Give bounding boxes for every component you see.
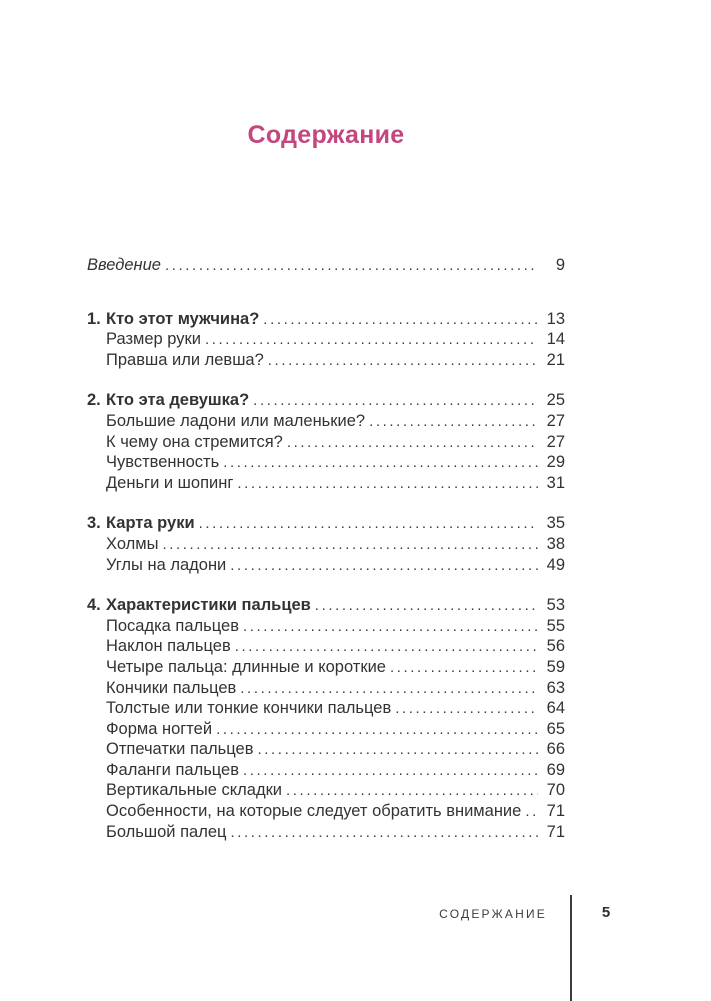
footer-section-label: СОДЕРЖАНИЕ: [439, 907, 547, 921]
toc-sub-entry: [87, 555, 565, 576]
toc-sub-entry: [87, 432, 565, 453]
toc-dot-leader: [315, 595, 538, 617]
toc-entry-number: 2.: [87, 391, 101, 410]
toc-entry-number: 1.: [87, 309, 101, 328]
toc-dot-leader: [390, 657, 538, 679]
toc-dot-leader: [253, 390, 538, 412]
toc-dot-leader: [216, 719, 538, 741]
toc-entry-page: 63: [546, 678, 565, 697]
toc-entry-label: К чему она стремится?: [106, 432, 283, 451]
toc-dot-leader: [243, 760, 538, 782]
toc-dot-leader: [199, 513, 538, 535]
toc-entry-label: Кто эта девушка?: [106, 391, 250, 410]
toc-entry-number: 3.: [87, 514, 101, 533]
toc-dot-leader: [258, 739, 539, 761]
toc-dot-leader: [230, 555, 538, 577]
toc-dot-leader: [240, 678, 538, 700]
toc-entry-label: Четыре пальца: длинные и короткие: [106, 657, 386, 676]
toc-section: [87, 309, 565, 371]
toc-entry-page: 69: [546, 760, 565, 779]
toc-chapter-entry: [87, 595, 565, 616]
toc-dot-leader: [237, 473, 538, 495]
toc-entry-label: Форма ногтей: [106, 719, 213, 738]
toc-entry-label: Введение: [87, 256, 161, 274]
page-title: Содержание: [247, 121, 405, 149]
toc-section: [87, 595, 565, 842]
toc-entry-page: 25: [546, 391, 565, 410]
toc-entry-label: Карта руки: [106, 514, 195, 533]
toc-entry-label: Посадка пальцев: [106, 616, 239, 635]
toc-sub-entry: [87, 473, 565, 494]
toc-entry-label: Наклон пальцев: [106, 637, 231, 656]
toc-sub-entry: [87, 350, 565, 371]
toc-dot-leader: [287, 432, 538, 454]
toc-entry-page: 64: [546, 699, 565, 718]
toc-entry-label: Кто этот мужчина?: [106, 309, 260, 328]
toc-dot-leader: [263, 309, 538, 331]
toc-sub-entry: [87, 739, 565, 760]
toc-entry-label: Вертикальные складки: [106, 781, 283, 800]
toc-entry-label: Кончики пальцев: [106, 678, 237, 697]
toc-sub-entry: [87, 534, 565, 555]
toc-section: [87, 390, 565, 493]
toc-entry-page: 49: [546, 555, 565, 574]
toc-entry-page: 9: [555, 256, 565, 274]
toc-dot-leader: [223, 452, 538, 474]
toc-dot-leader: [230, 822, 538, 844]
toc-dot-leader: [286, 780, 538, 802]
toc-chapter-entry: [87, 309, 565, 330]
toc-entry-label: Большие ладони или маленькие?: [106, 411, 366, 430]
toc-entry-page: 59: [546, 657, 565, 676]
toc-sub-entry: [87, 801, 565, 822]
toc-sub-entry: [87, 329, 565, 350]
toc-entry-label: Особенности, на которые следует обратить внимание: [106, 802, 522, 821]
toc-dot-leader: [268, 350, 538, 372]
toc-entry-page: 71: [546, 822, 565, 841]
toc-sub-entry: [87, 760, 565, 781]
toc-entry-page: 31: [546, 473, 565, 492]
toc-sub-entry: [87, 411, 565, 432]
toc-sub-entry: [87, 719, 565, 740]
toc-sub-entry: [87, 822, 565, 843]
table-of-contents: [87, 255, 565, 842]
toc-entry-page: 13: [546, 309, 565, 328]
toc-chapter-entry: [87, 513, 565, 534]
toc-dot-leader: [235, 636, 538, 658]
toc-dot-leader: [243, 616, 538, 638]
toc-entry-label: Фаланги пальцев: [106, 760, 239, 779]
toc-entry-page: 55: [546, 616, 565, 635]
toc-entry-page: 70: [546, 781, 565, 800]
toc-entry-label: Деньги и шопинг: [106, 473, 234, 492]
toc-entry-page: 65: [546, 719, 565, 738]
toc-entry-label: Правша или левша?: [106, 350, 264, 369]
toc-entry-page: 71: [546, 802, 565, 821]
toc-entry-label: Большой палец: [106, 822, 227, 841]
toc-dot-leader: [525, 801, 538, 823]
toc-entry-page: 35: [546, 514, 565, 533]
toc-entry-label: Отпечатки пальцев: [106, 740, 254, 759]
toc-dot-leader: [165, 255, 538, 277]
toc-entry-page: 38: [546, 534, 565, 553]
toc-dot-leader: [162, 534, 538, 556]
toc-entry-label: Характеристики пальцев: [106, 596, 311, 615]
toc-entry-label: Толстые или тонкие кончики пальцев: [106, 699, 392, 718]
toc-sub-entry: [87, 636, 565, 657]
toc-sub-entry: [87, 657, 565, 678]
toc-entry-page: 27: [546, 411, 565, 430]
toc-dot-leader: [395, 698, 538, 720]
toc-entry-label: Размер руки: [106, 330, 201, 349]
toc-dot-leader: [369, 411, 538, 433]
toc-sub-entry: [87, 678, 565, 699]
toc-entry-page: 56: [546, 637, 565, 656]
toc-entry-label: Холмы: [106, 534, 159, 553]
toc-entry-label: Углы на ладони: [106, 555, 227, 574]
toc-entry-page: 14: [546, 330, 565, 349]
toc-sub-entry: [87, 616, 565, 637]
toc-intro-entry: [87, 255, 565, 276]
toc-entry-page: 27: [546, 432, 565, 451]
toc-entry-label: Чувственность: [106, 453, 220, 472]
toc-chapter-entry: [87, 390, 565, 411]
toc-entry-page: 66: [546, 740, 565, 759]
toc-entry-page: 29: [546, 453, 565, 472]
toc-sub-entry: [87, 780, 565, 801]
toc-sub-entry: [87, 698, 565, 719]
toc-entry-number: 4.: [87, 596, 101, 615]
footer-divider: [570, 895, 572, 1001]
footer-page-number: 5: [601, 904, 611, 921]
toc-dot-leader: [205, 329, 538, 351]
toc-sub-entry: [87, 452, 565, 473]
toc-entry-page: 53: [546, 596, 565, 615]
toc-entry-page: 21: [546, 350, 565, 369]
toc-section: [87, 513, 565, 575]
